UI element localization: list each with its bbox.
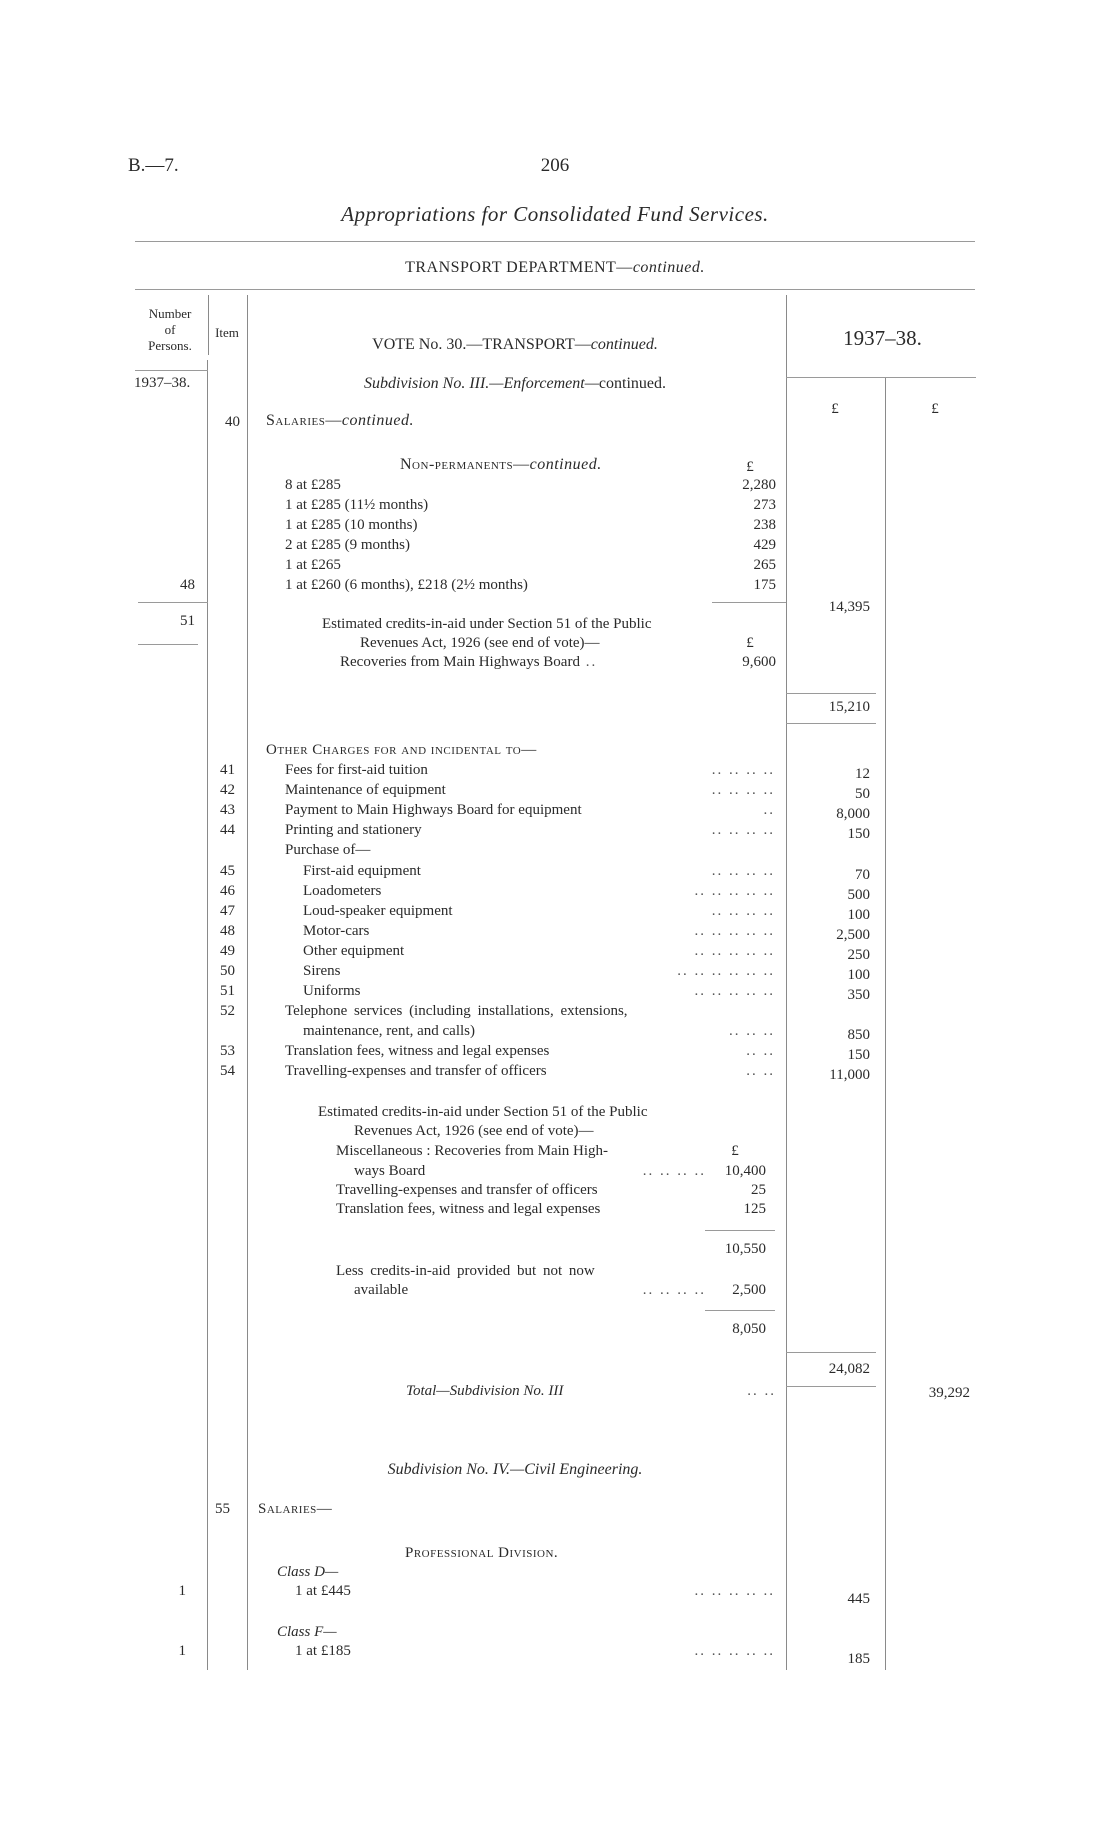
other-charges-total: 24,082 (828, 1361, 870, 1377)
list-item-amount: 2,280 (742, 477, 776, 493)
list-item-amount: 850 (847, 1027, 870, 1043)
list-item-amount: 265 (753, 557, 776, 573)
item-number: 53 (220, 1043, 235, 1059)
title-rule (135, 241, 975, 242)
purchase-of-heading: Purchase of— (285, 842, 371, 858)
item-number: 49 (220, 943, 235, 959)
list-item-amount: 50 (855, 786, 870, 802)
sum-rule (786, 693, 876, 694)
list-item: Payment to Main Highways Board for equipment .. (285, 802, 775, 818)
list-item: 1 at £285 (10 months) (285, 517, 418, 533)
list-item: Maintenance of equipment .. .. .. .. (285, 782, 775, 798)
item-number: 46 (220, 883, 235, 899)
list-item: First-aid equipment .. .. .. .. (303, 863, 775, 879)
sum-rule (786, 1352, 876, 1353)
list-item-amount: 11,000 (829, 1067, 870, 1083)
list-item: Fees for first-aid tuition .. .. .. .. (285, 762, 775, 778)
credits-text: Revenues Act, 1926 (see end of vote)— (360, 635, 600, 651)
persons-count: 1 (178, 1643, 186, 1659)
persons-rule (138, 602, 208, 603)
item-number: 52 (220, 1003, 235, 1019)
subdivision-total-label: Total—Subdivision No. III .. .. (406, 1383, 776, 1399)
year-column-head: 1937–38. (843, 326, 922, 350)
amount-column-rule (786, 295, 787, 1670)
item-number: 45 (220, 863, 235, 879)
item-number: 44 (220, 822, 235, 838)
item-number: 42 (220, 782, 235, 798)
list-item: Translation fees, witness and legal expenses .. .. (285, 1043, 775, 1059)
credits-text: Translation fees, witness and legal expenses (336, 1201, 601, 1217)
list-item: 1 at £260 (6 months), £218 (2½ months) (285, 577, 528, 593)
persons-column-rule (208, 295, 209, 355)
list-item-amount: 70 (855, 867, 870, 883)
credits-text: Estimated credits-in-aid under Section 51 of the Public (322, 616, 652, 632)
list-item: Sirens .. .. .. .. .. .. (303, 963, 775, 979)
non-permanents-heading: Non-permanents—continued. (400, 456, 602, 473)
list-item: 1 at £185 .. .. .. .. .. (295, 1643, 775, 1659)
credits-amount: 10,400 (724, 1163, 766, 1179)
total-column-rule (885, 378, 886, 1670)
list-item: Motor-cars .. .. .. .. .. (303, 923, 775, 939)
credits-text: Revenues Act, 1926 (see end of vote)— (354, 1123, 594, 1139)
list-item-amount: 175 (753, 577, 776, 593)
sum-rule (786, 723, 876, 724)
list-item: 8 at £285 (285, 477, 341, 493)
list-item-amount: 12 (855, 766, 870, 782)
salaries-total: 14,395 (828, 599, 870, 615)
page-title: Appropriations for Consolidated Fund Services. (341, 202, 769, 226)
persons-head-line: of (164, 322, 176, 337)
less-credits-text: available .. .. .. .. (354, 1282, 706, 1298)
less-credits-amount: 2,500 (732, 1282, 766, 1298)
list-item-amount: 429 (753, 537, 776, 553)
list-item: 1 at £285 (11½ months) (285, 497, 429, 513)
pound-sign: £ (731, 1143, 739, 1159)
sum-rule (786, 1386, 876, 1387)
persons-head-line: Number (148, 306, 192, 321)
credits-text: Travelling-expenses and transfer of officers (336, 1182, 598, 1198)
credits-sum: 10,550 (724, 1241, 766, 1257)
list-item: 1 at £445 .. .. .. .. .. (295, 1583, 775, 1599)
item-column-rule (247, 295, 248, 1670)
persons-column-head (130, 306, 210, 354)
list-item-amount: 185 (847, 1651, 870, 1667)
list-item: Other equipment .. .. .. .. .. (303, 943, 775, 959)
persons-rule (138, 644, 198, 645)
year-head-rule (786, 377, 976, 378)
page-number: 206 (540, 155, 570, 176)
credits-net: 8,050 (732, 1321, 766, 1337)
telephone-services: Telephone services (including installations, extensions, (285, 1003, 628, 1019)
sum-rule (705, 1310, 775, 1311)
item-number: 41 (220, 762, 235, 778)
credits-amount: 9,600 (742, 654, 776, 670)
list-item: 1 at £265 (285, 557, 341, 573)
credits-amount: 125 (743, 1201, 766, 1217)
credits-text: Estimated credits-in-aid under Section 51 of the Public (318, 1104, 648, 1120)
persons-total: 51 (180, 613, 195, 629)
vote-title: VOTE No. 30.—TRANSPORT—continued. (372, 336, 658, 353)
list-item: Loadometers .. .. .. .. .. (303, 883, 775, 899)
header-rule (135, 289, 975, 290)
credits-text: Miscellaneous : Recoveries from Main High- (336, 1143, 609, 1159)
subdivision-iv-title: Subdivision No. IV.—Civil Engineering. (387, 1461, 643, 1478)
department-heading: TRANSPORT DEPARTMENT—continued. (405, 259, 705, 276)
sum-rule (705, 1230, 775, 1231)
item-number: 47 (220, 903, 235, 919)
list-item-amount: 350 (847, 987, 870, 1003)
item-number: 50 (220, 963, 235, 979)
item-number: 40 (225, 414, 240, 430)
list-item-amount: 150 (847, 826, 870, 842)
salaries-heading: Salaries—continued. (266, 412, 414, 429)
pound-sign-total: £ (931, 401, 939, 417)
class-f-heading: Class F— (277, 1624, 337, 1640)
pound-sign: £ (746, 459, 754, 475)
list-item: 2 at £285 (9 months) (285, 537, 410, 553)
other-charges-heading: Other Charges for and incidental to— (266, 742, 537, 758)
list-item-amount: 250 (847, 947, 870, 963)
professional-division-heading: Professional Division. (405, 1545, 559, 1561)
salaries-heading: Salaries— (258, 1501, 333, 1517)
list-item-amount: 273 (753, 497, 776, 513)
subdivision-total-amount: 39,292 (928, 1385, 970, 1401)
credits-text: ways Board .. .. .. .. (354, 1163, 706, 1179)
list-item-amount: 100 (847, 967, 870, 983)
telephone-services-cont: maintenance, rent, and calls) .. .. .. (303, 1023, 775, 1039)
subdivision-iii-title: Subdivision No. III.—Enforcement—continued. (363, 375, 667, 392)
item-column-head: Item (215, 325, 239, 340)
item-number: 48 (220, 923, 235, 939)
item-number: 55 (215, 1501, 230, 1517)
sum-rule (712, 602, 786, 603)
list-item: Travelling-expenses and transfer of officers .. .. (285, 1063, 775, 1079)
subtotal: 15,210 (828, 699, 870, 715)
list-item: Uniforms .. .. .. .. .. (303, 983, 775, 999)
document-reference: B.—7. (128, 155, 179, 176)
persons-count: 48 (180, 577, 195, 593)
item-number: 54 (220, 1063, 235, 1079)
list-item-amount: 445 (847, 1591, 870, 1607)
list-item-amount: 150 (847, 1047, 870, 1063)
list-item-amount: 100 (847, 907, 870, 923)
pound-sign-amount: £ (831, 401, 839, 417)
list-item-amount: 8,000 (836, 806, 870, 822)
less-credits-text: Less credits-in-aid provided but not now (336, 1263, 595, 1279)
list-item: Printing and stationery .. .. .. .. (285, 822, 775, 838)
item-number: 43 (220, 802, 235, 818)
class-d-heading: Class D— (277, 1564, 339, 1580)
persons-head-rule (135, 370, 208, 371)
credits-text: Recoveries from Main Highways Board .. (340, 654, 598, 670)
item-number: 51 (220, 983, 235, 999)
pound-sign: £ (746, 635, 754, 651)
credits-amount: 25 (751, 1182, 766, 1198)
list-item: Loud-speaker equipment .. .. .. .. (303, 903, 775, 919)
persons-year: 1937–38. (134, 375, 191, 391)
persons-head-line: Persons. (148, 338, 192, 353)
list-item-amount: 2,500 (836, 927, 870, 943)
list-item-amount: 238 (753, 517, 776, 533)
persons-count: 1 (178, 1583, 186, 1599)
list-item-amount: 500 (847, 887, 870, 903)
